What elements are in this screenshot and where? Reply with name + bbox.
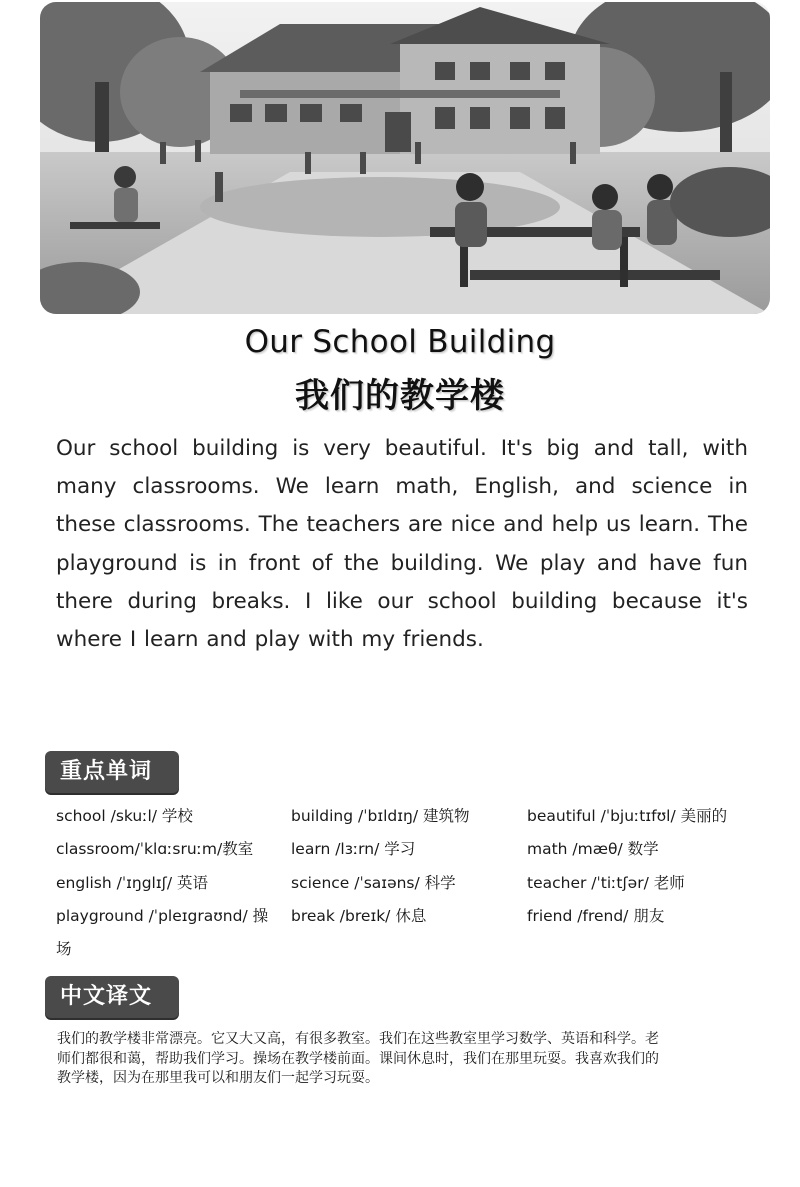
hero-image	[40, 2, 770, 314]
vocab-item-playground: playground /ˈpleɪgraʊnd/ 操场	[56, 907, 269, 958]
translation-text: 我们的教学楼非常漂亮。它又大又高，有很多教室。我们在这些教室里学习数学、英语和科学。老师们都很和蔼，帮助我们学习。操场在教学楼前面。课间休息时，我们在那里玩耍。我喜欢我们的教学楼，因为在那里我可以和朋友们一起学习玩耍。	[57, 1031, 659, 1086]
vocab-item-break: break /breɪk/ 休息	[291, 907, 427, 925]
vocab-item-beautiful: beautiful /ˈbjuːtɪfʊl/ 美丽的	[527, 807, 728, 825]
translation-section-label: 中文译文	[45, 976, 179, 1018]
vocab-item-classroom: classroom/ˈklɑːsruːm/教室	[56, 840, 254, 858]
vocab-item-friend: friend /frend/ 朋友	[527, 907, 665, 925]
reading-passage: Our school building is very beautiful. It's big and tall, with many classrooms. We learn math, English, and science in these classrooms. The teachers are nice and help us learn. The playground is in front of the building. We play and have fun there during breaks. I like our school building because it's where I learn and play with my friends.	[56, 436, 748, 653]
page-title-chinese: 我们的教学楼	[295, 376, 505, 416]
vocab-section-label: 重点单词	[45, 751, 179, 793]
vocab-item-english: english /ˈɪŋglɪʃ/ 英语	[56, 874, 208, 892]
vocab-item-building: building /ˈbɪldɪŋ/ 建筑物	[291, 807, 470, 825]
vocab-item-math: math /mæθ/ 数学	[527, 840, 659, 858]
vocab-item-learn: learn /lɜːrn/ 学习	[291, 840, 416, 858]
page-title-english: Our School Building	[244, 324, 556, 360]
vocab-item-school: school /skuːl/ 学校	[56, 807, 193, 825]
school-building-illustration-icon	[40, 2, 770, 314]
vocab-item-science: science /ˈsaɪəns/ 科学	[291, 874, 456, 892]
vocab-item-teacher: teacher /ˈtiːtʃər/ 老师	[527, 874, 685, 892]
